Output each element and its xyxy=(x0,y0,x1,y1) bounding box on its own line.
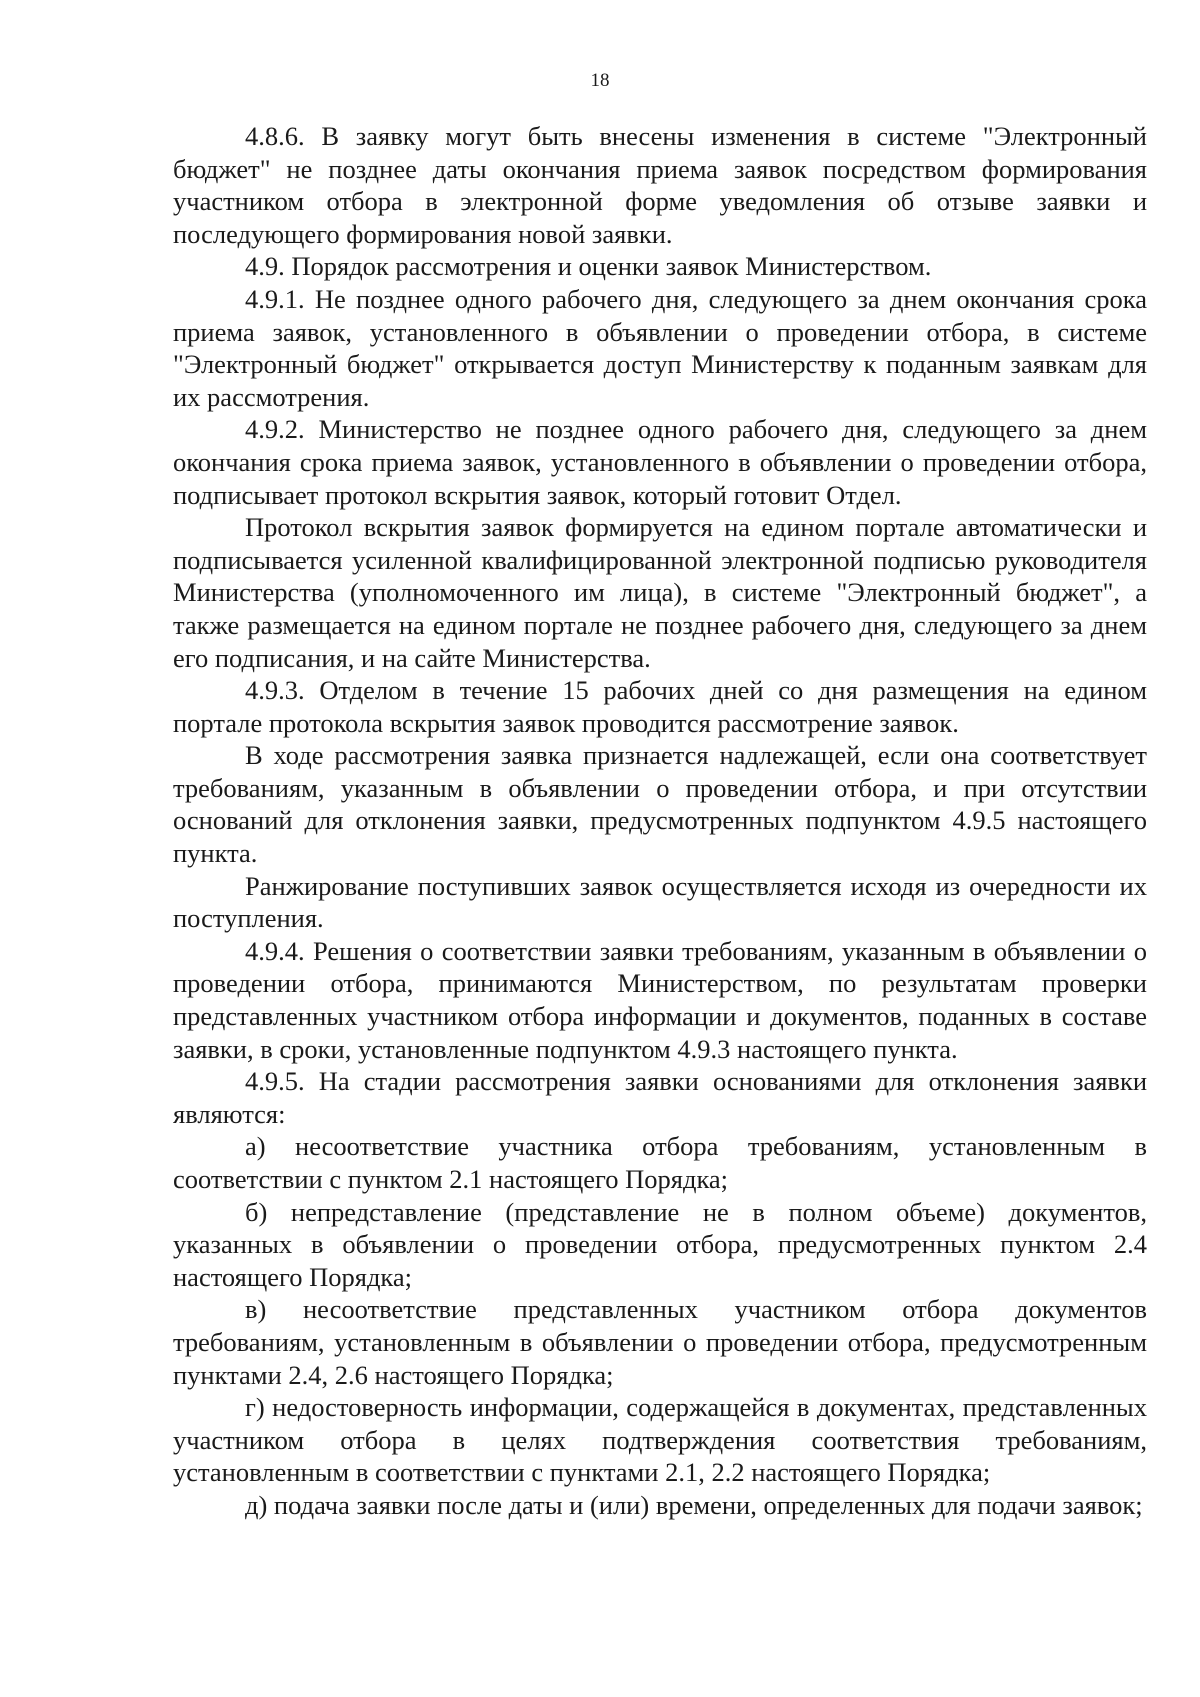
list-item-g: г) недостоверность информации, содержащейся в документах, представленных участником отбора в целях подтверждения соответствия требованиям, установленным в соответствии с пунктами 2.1, 2.2 настоящего Порядка; xyxy=(173,1392,1147,1488)
paragraph-4-9-2: 4.9.2. Министерство не позднее одного рабочего дня, следующего за днем окончания срока приема заявок, установленного в объявлении о проведении отбора, подписывает протокол вскрытия заявок, который готовит Отдел. xyxy=(173,414,1147,510)
page-number: 18 xyxy=(590,70,610,91)
list-item-d: д) подача заявки после даты и (или) времени, определенных для подачи заявок; xyxy=(245,1489,1143,1520)
paragraph-ranking: Ранжирование поступивших заявок осуществляется исходя из очередности их поступления. xyxy=(173,870,1147,934)
list-item-b: б) непредставление (представление не в полном объеме) документов, указанных в объявлении о проведении отбора, предусмотренных пунктом 2.4 настоящего Порядка; xyxy=(173,1196,1147,1292)
list-item-a: а) несоответствие участника отбора требованиям, установленным в соответствии с пунктом 2.1 настоящего Порядка; xyxy=(173,1131,1147,1194)
paragraph-4-9-5: 4.9.5. На стадии рассмотрения заявки основаниями для отклонения заявки являются: xyxy=(173,1066,1147,1129)
paragraph-4-9-4: 4.9.4. Решения о соответствии заявки требованиям, указанным в объявлении о проведении отбора, принимаются Министерством, по результатам проверки представленных участником отбора информации и документов, поданных в составе заявки, в сроки, установленные подпунктом 4.9.3 настоящего пункта. xyxy=(173,935,1147,1064)
paragraph-protocol: Протокол вскрытия заявок формируется на едином портале автоматически и подписывается усиленной квалифицированной электронной подписью руководителя Министерства (уполномоченного им лица), в системе "Электронный бюджет", а также размещается на едином портале не позднее рабочего дня, следующего за днем его подписания, и на сайте Министерства. xyxy=(173,512,1147,673)
paragraph-4-9: 4.9. Порядок рассмотрения и оценки заявок Министерством. xyxy=(245,251,932,282)
paragraph-review: В ходе рассмотрения заявка признается надлежащей, если она соответствует требованиям, указанным в объявлении о проведении отбора, и при отсутствии оснований для отклонения заявки, предусмотренных подпунктом 4.9.5 настоящего пункта. xyxy=(173,740,1147,869)
paragraph-4-8-6: 4.8.6. В заявку могут быть внесены изменения в системе "Электронный бюджет" не позднее даты окончания приема заявок посредством формирования участником отбора в электронной форме уведомления об отзыве заявки и последующего формирования новой заявки. xyxy=(173,121,1147,249)
paragraph-4-9-3: 4.9.3. Отделом в течение 15 рабочих дней со дня размещения на едином портале протокола вскрытия заявок проводится рассмотрение заявок. xyxy=(173,675,1147,738)
list-item-v: в) несоответствие представленных участником отбора документов требованиям, установленным в объявлении о проведении отбора, предусмотренным пунктами 2.4, 2.6 настоящего Порядка; xyxy=(173,1294,1147,1390)
document-body xyxy=(173,120,1147,1522)
paragraph-4-9-1: 4.9.1. Не позднее одного рабочего дня, следующего за днем окончания срока приема заявок, установленного в объявлении о проведении отбора, в системе "Электронный бюджет" открывается доступ Министерству к поданным заявкам для их рассмотрения. xyxy=(173,283,1147,412)
